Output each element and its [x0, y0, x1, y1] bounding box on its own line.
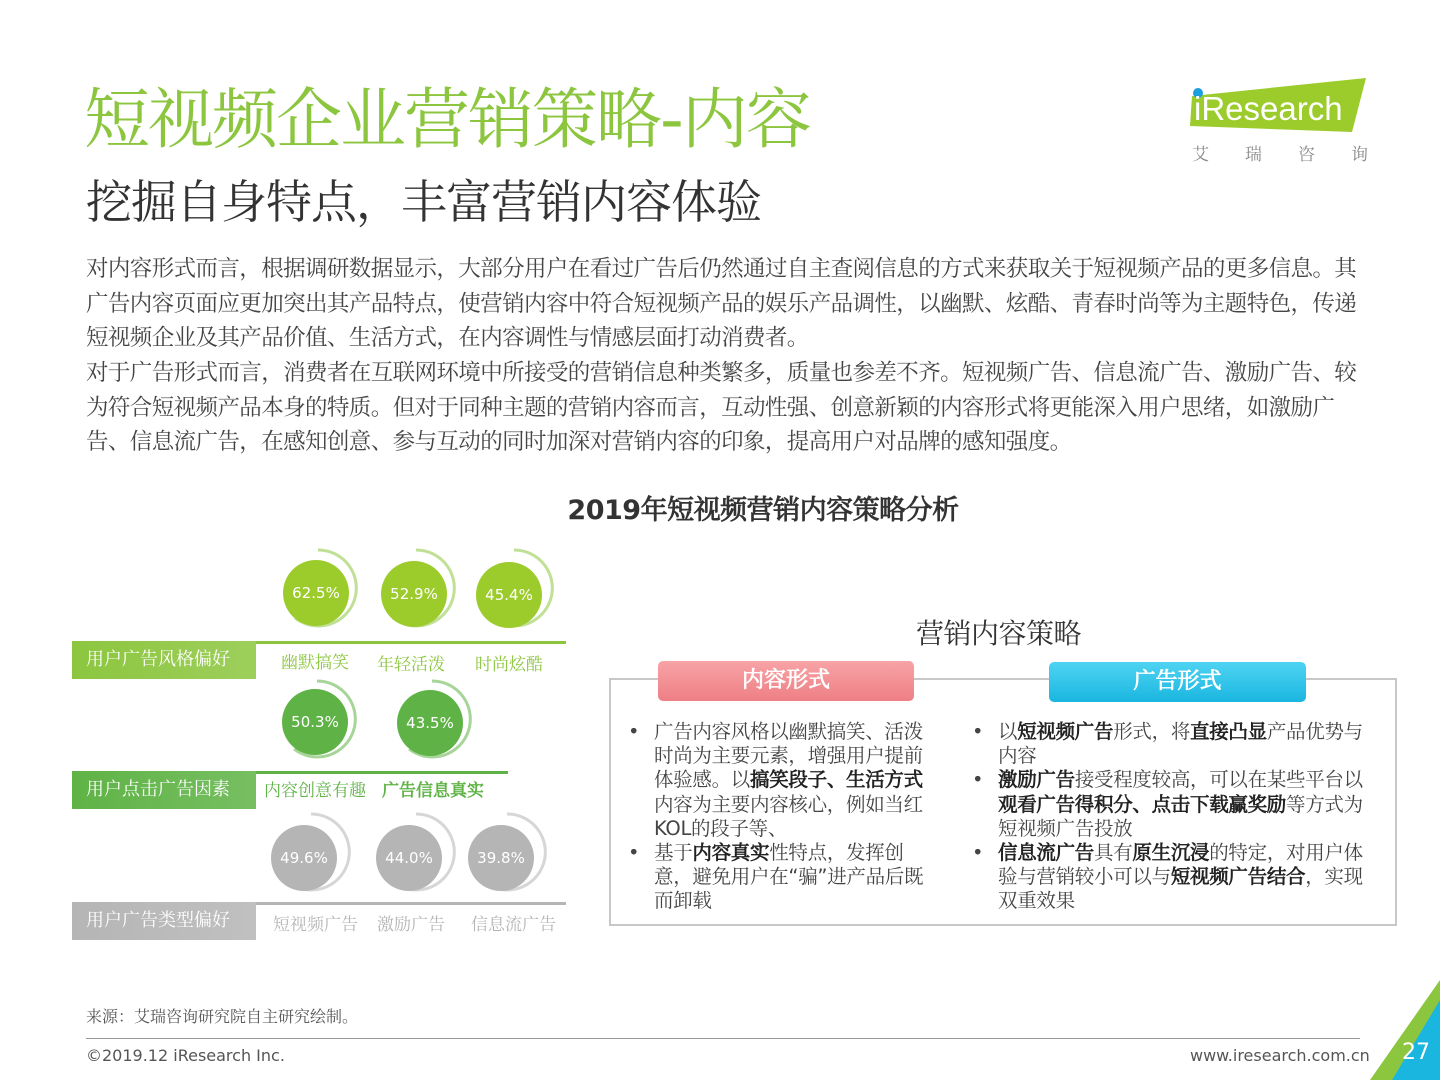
item-label: 激励广告 — [377, 915, 445, 935]
bullet-emphasis: 原生沉浸 — [1132, 841, 1210, 865]
bullet-text: 产品优势与内容 — [998, 720, 1363, 768]
content-form-list — [626, 720, 934, 914]
bullet-text: 基于 — [654, 841, 693, 865]
value-circle: 50.3% — [282, 689, 348, 755]
strategy-bullet — [970, 768, 1380, 841]
item-label: 短视频广告 — [273, 915, 358, 935]
logo-chinese — [1192, 140, 1368, 165]
item-label: 内容创意有趣 — [264, 781, 366, 801]
ad-form-list — [970, 720, 1380, 914]
group-line — [256, 771, 508, 774]
bullet-text: 形式，将 — [1113, 720, 1191, 743]
chart-title: 2019年短视频营销内容策略分析 — [567, 495, 959, 526]
ad-form-tab: 广告形式 — [1049, 662, 1306, 702]
logo-mark — [1188, 76, 1370, 138]
group-line — [256, 902, 566, 905]
group-label: 用户广告风格偏好 — [72, 641, 256, 679]
logo-char: 瑞 — [1245, 145, 1262, 165]
page-title: 短视频企业营销策略-内容 — [84, 81, 810, 158]
value-circle: 62.5% — [283, 560, 349, 626]
bullet-emphasis: 信息流广告 — [998, 841, 1095, 865]
body-paragraph-content-form: 对内容形式而言，根据调研数据显示，大部分用户在看过广告后仍然通过自主查阅信息的方式来获取关于短视频产品的更多信息。其广告内容页面应更加突出其产品特点，使营销内容中符合短视频产品的娱乐产品调性，以幽默、炫酷、青春时尚等为主题特色，传递短视频企业及其产品价值、生活方式，在内容调性与情感层面打动消费者。 — [86, 256, 1357, 352]
strategy-heading: 营销内容策略 — [916, 617, 1082, 650]
group-line — [256, 641, 566, 644]
bullet-text: ，实现双重效果 — [998, 865, 1363, 913]
item-label: 广告信息真实 — [382, 781, 484, 801]
bullet-emphasis: 直接凸显 — [1190, 720, 1267, 743]
bullet-text: 性特点，发挥创意，避免用户在“骗”进产品后既而卸载 — [654, 841, 924, 913]
bullet-text: 内容为主要内容核心，例如当红KOL的段子等、 — [654, 792, 923, 840]
footer-divider — [86, 1038, 1360, 1039]
strategy-bullet — [970, 720, 1380, 768]
item-label: 年轻活泼 — [377, 655, 445, 675]
logo-char: 询 — [1351, 145, 1368, 165]
logo-char: 艾 — [1192, 145, 1209, 165]
item-label: 幽默搞笑 — [281, 653, 349, 673]
bullet-text: 的特定，对用户体验与营销较小可以与 — [998, 841, 1363, 889]
bullet-emphasis: 激励广告 — [998, 768, 1075, 792]
body-paragraph-ad-form: 对于广告形式而言，消费者在互联网环境中所接受的营销信息种类繁多，质量也参差不齐。短视频广告、信息流广告、激励广告、较为符合短视频产品本身的特质。但对于同种主题的营销内容而言，互动性强、创意新颖的内容形式将更能深入用户思绪，如激励广告、信息流广告，在感知创意、参与互动的同时加深对营销内容的印象，提高用户对品牌的感知强度。 — [86, 360, 1357, 456]
item-label: 信息流广告 — [471, 915, 556, 935]
bullet-text: 广告内容风格以幽默搞笑、活泼时尚为主要元素，增强用户提前体验感。以 — [654, 720, 923, 792]
bullet-text: 具有 — [1094, 841, 1133, 865]
bullet-emphasis: 内容真实 — [692, 841, 770, 865]
group-label: 用户广告类型偏好 — [72, 902, 256, 940]
strategy-bullet — [970, 841, 1380, 914]
bullet-text: 以 — [998, 720, 1018, 743]
value-circle: 43.5% — [397, 690, 463, 756]
strategy-bullet — [626, 720, 934, 841]
value-circle: 39.8% — [468, 825, 534, 891]
logo-char: 咨 — [1298, 145, 1315, 165]
copyright-text: ©2019.12 iResearch Inc. — [86, 1046, 285, 1065]
item-label: 时尚炫酷 — [475, 655, 543, 675]
strategy-bullet — [626, 841, 934, 914]
bullet-emphasis: 短视频广告 — [1017, 720, 1114, 743]
page-subtitle: 挖掘自身特点，丰富营销内容体验 — [86, 175, 761, 229]
bullet-emphasis: 观看广告得积分、点击下载赢奖励 — [998, 792, 1287, 816]
value-circle: 52.9% — [381, 561, 447, 627]
website-link[interactable]: www.iresearch.com.cn — [1190, 1046, 1370, 1065]
source-note: 来源：艾瑞咨询研究院自主研究绘制。 — [86, 1007, 359, 1026]
content-form-tab: 内容形式 — [658, 661, 914, 701]
bullet-text: 等方式为短视频广告投放 — [998, 792, 1363, 840]
logo-brand-text: iResearch — [1194, 90, 1343, 127]
bullet-emphasis: 搞笑段子、生活方式 — [750, 768, 923, 792]
bullet-emphasis: 短视频广告结合 — [1170, 865, 1306, 889]
corner-decoration — [1370, 980, 1440, 1080]
iresearch-logo — [1188, 76, 1370, 166]
group-label: 用户点击广告因素 — [72, 771, 256, 809]
value-circle: 49.6% — [271, 825, 337, 891]
bullet-text: 接受程度较高，可以在某些平台以 — [1074, 768, 1363, 792]
page-number: 27 — [1402, 1040, 1430, 1065]
value-circle: 44.0% — [376, 825, 442, 891]
value-circle: 45.4% — [476, 562, 542, 628]
